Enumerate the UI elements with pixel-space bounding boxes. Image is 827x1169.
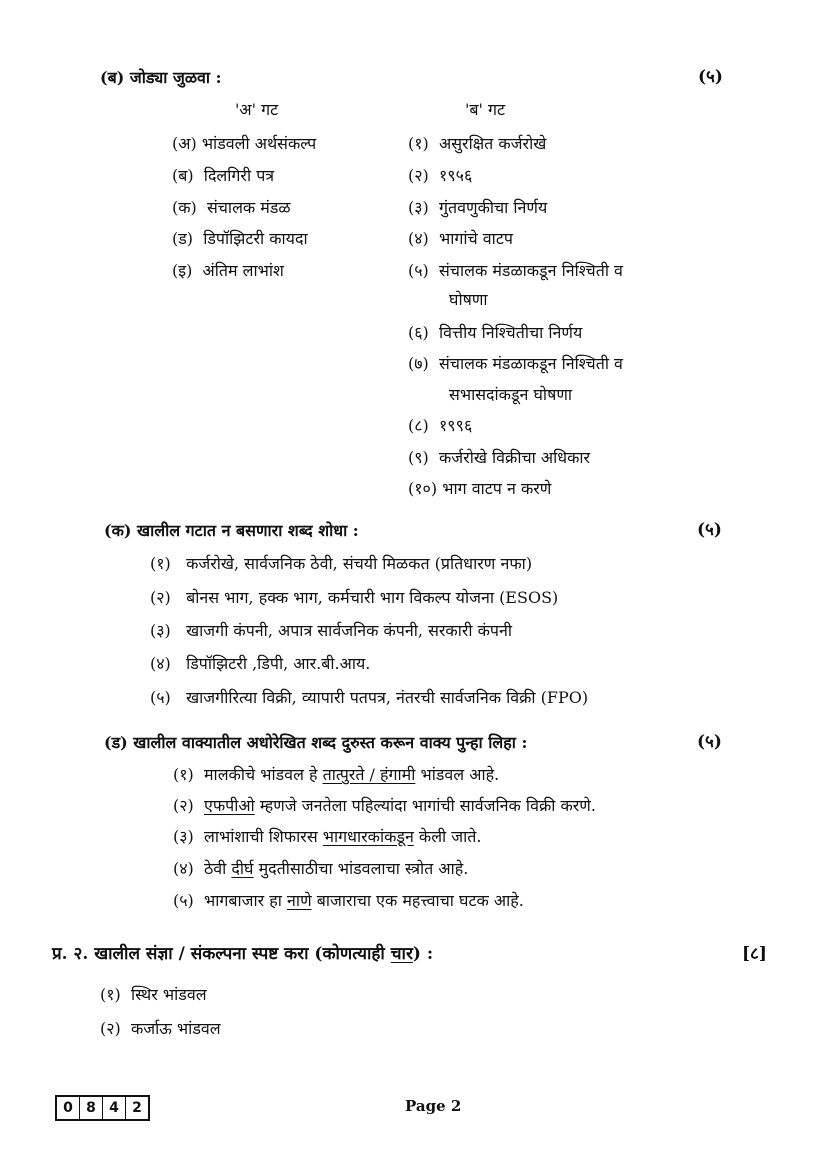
group-b-item	[408, 416, 472, 436]
item-text: भांडवली अर्थसंकल्प	[201, 134, 317, 153]
group-b-item	[408, 134, 546, 154]
item-number: (अ)	[172, 134, 197, 153]
sentence-end: भांडवल आहे.	[415, 765, 500, 784]
question-2-title-end: ) :	[412, 944, 434, 964]
section-d-title: खालील वाक्यातील अधोरेखित शब्द दुरुस्त करून वाक्य पुन्हा लिहा :	[133, 733, 528, 752]
section-d-item	[173, 827, 482, 847]
sentence-start: भागबाजार हा	[203, 891, 288, 910]
item-text: दिलगिरी पत्र	[203, 166, 275, 185]
section-k-heading	[104, 521, 359, 541]
page-number: Page 2	[405, 1097, 462, 1115]
group-a-item	[172, 261, 284, 281]
paper-code-box	[55, 1095, 150, 1121]
item-number: (ब)	[172, 166, 194, 185]
group-a-item	[172, 229, 308, 249]
item-number: (४)	[173, 859, 194, 878]
section-k-item	[150, 588, 558, 608]
section-b-label: (ब)	[100, 68, 125, 87]
item-number: (१)	[100, 985, 121, 1004]
item-text: १९९६	[438, 416, 473, 435]
item-text: १९५६	[438, 166, 473, 185]
item-text: कर्जरोखे, सार्वजनिक ठेवी, संचयी मिळकत (प्रतिधारण नफा)	[186, 554, 533, 573]
underlined-word: भागधारकांकडून	[322, 827, 414, 846]
item-number: (२)	[173, 796, 194, 815]
sentence-end: म्हणजे जनतेला पहिल्यांदा भागांची सार्वजनिक विक्री करणे.	[254, 796, 596, 815]
group-b-item-continuation: घोषणा	[449, 290, 488, 309]
item-number: (८)	[408, 416, 429, 435]
item-number: (५)	[408, 261, 429, 280]
item-text: असुरक्षित कर्जरोखे	[438, 134, 547, 153]
group-b-item	[408, 229, 513, 249]
group-a-title: 'अ' गट	[235, 100, 279, 119]
item-number: (१)	[150, 554, 171, 573]
section-d-heading	[104, 733, 527, 753]
group-b-item	[408, 479, 551, 499]
item-text: डिपॉझिटरी ,डिपी, आर.बी.आय.	[186, 654, 371, 673]
item-number: (१)	[173, 765, 194, 784]
section-k-item	[150, 654, 370, 674]
question-2-label: प्र. २.	[52, 944, 89, 964]
section-d-item	[173, 765, 499, 785]
code-digit: 2	[132, 1100, 142, 1116]
code-digit: 0	[57, 1097, 80, 1119]
underlined-word: एफपीओ	[203, 796, 255, 815]
item-number: (९)	[408, 448, 429, 467]
item-text: बोनस भाग, हक्क भाग, कर्मचारी भाग विकल्प योजना (ESOS)	[186, 588, 559, 607]
item-number: (२)	[408, 166, 429, 185]
section-d-marks: (५)	[697, 732, 722, 752]
group-b-item-continuation: सभासदांकडून घोषणा	[449, 385, 573, 404]
section-k-title: खालील गटात न बसणारा शब्द शोधा :	[137, 521, 359, 540]
section-b-heading	[100, 68, 222, 88]
code-digit: 8	[80, 1097, 103, 1119]
sentence-start: ठेवी	[203, 859, 232, 878]
group-a-item	[172, 134, 316, 154]
item-number: (२)	[150, 588, 171, 607]
section-k-marks: (५)	[697, 520, 722, 540]
underlined-word: दीर्घ	[231, 859, 254, 878]
item-text: भागांचे वाटप	[438, 229, 513, 248]
item-number: (२)	[100, 1019, 121, 1038]
question-2-item	[100, 985, 207, 1005]
item-text: डिपॉझिटरी कायदा	[203, 229, 308, 248]
question-2-underlined: चार	[390, 944, 413, 964]
sentence-start: लाभांशाची शिफारस	[203, 827, 323, 846]
item-number: (ड)	[172, 229, 194, 248]
underlined-word: नाणे	[287, 891, 312, 910]
section-b-marks: (५)	[698, 67, 723, 87]
item-text: भाग वाटप न करणे	[442, 479, 552, 498]
group-b-item	[408, 198, 547, 218]
item-number: (इ)	[172, 261, 193, 280]
code-digit: 4	[103, 1097, 126, 1119]
group-b-item	[408, 323, 582, 343]
item-number: (५)	[173, 891, 194, 910]
item-number: (५)	[150, 688, 171, 707]
item-number: (४)	[150, 654, 171, 673]
item-text: कर्जाऊ भांडवल	[130, 1019, 221, 1038]
underlined-word: तात्पुरते / हंगामी	[322, 765, 416, 784]
item-text: संचालक मंडळ	[206, 198, 291, 217]
group-b-item	[408, 166, 472, 186]
group-b-item	[408, 354, 623, 374]
item-text: गुंतवणुकीचा निर्णय	[438, 198, 548, 217]
item-number: (७)	[408, 354, 429, 373]
section-d-item	[173, 796, 596, 816]
section-k-label: (क)	[104, 521, 132, 540]
section-d-label: (ड)	[104, 733, 128, 752]
section-k-item	[150, 688, 588, 708]
item-number: (३)	[150, 621, 171, 640]
section-d-item	[173, 891, 524, 911]
group-b-title: 'ब' गट	[465, 100, 506, 119]
group-a-item	[172, 198, 291, 218]
item-text: खाजगीरित्या विक्री, व्यापारी पतपत्र, नंतरची सार्वजनिक विक्री (FPO)	[186, 688, 589, 707]
item-number: (४)	[408, 229, 429, 248]
item-text: संचालक मंडळाकडून निश्चिती व	[438, 354, 623, 373]
item-text: संचालक मंडळाकडून निश्चिती व	[438, 261, 623, 280]
item-number: (३)	[408, 198, 429, 217]
item-text: अंतिम लाभांश	[202, 261, 284, 280]
item-number: (क)	[172, 198, 197, 217]
item-text: खाजगी कंपनी, अपात्र सार्वजनिक कंपनी, सरकारी कंपनी	[186, 621, 513, 640]
question-2-item	[100, 1019, 221, 1039]
section-d-item	[173, 859, 468, 879]
sentence-end: मुदतीसाठीचा भांडवलाचा स्त्रोत आहे.	[253, 859, 469, 878]
item-number: (३)	[173, 827, 194, 846]
item-text: स्थिर भांडवल	[130, 985, 207, 1004]
item-number: (१)	[408, 134, 429, 153]
sentence-start: मालकीचे भांडवल हे	[203, 765, 323, 784]
group-b-item	[408, 448, 590, 468]
section-b-title: जोड्या जुळवा :	[129, 68, 222, 87]
sentence-end: बाजाराचा एक महत्त्वाचा घटक आहे.	[311, 891, 524, 910]
sentence-end: केली जाते.	[413, 827, 482, 846]
item-text: वित्तीय निश्चितीचा निर्णय	[438, 323, 583, 342]
item-number: (६)	[408, 323, 429, 342]
section-k-item	[150, 621, 512, 641]
group-a-item	[172, 166, 274, 186]
group-b-item	[408, 261, 623, 281]
question-2-title-start: खालील संज्ञा / संकल्पना स्पष्ट करा (कोणत्याही	[94, 944, 391, 964]
section-k-item	[150, 554, 532, 574]
item-text: कर्जरोखे विक्रीचा अधिकार	[438, 448, 591, 467]
question-2-heading	[52, 943, 433, 965]
question-2-marks: [८]	[742, 944, 767, 964]
item-number: (१०)	[408, 479, 438, 498]
